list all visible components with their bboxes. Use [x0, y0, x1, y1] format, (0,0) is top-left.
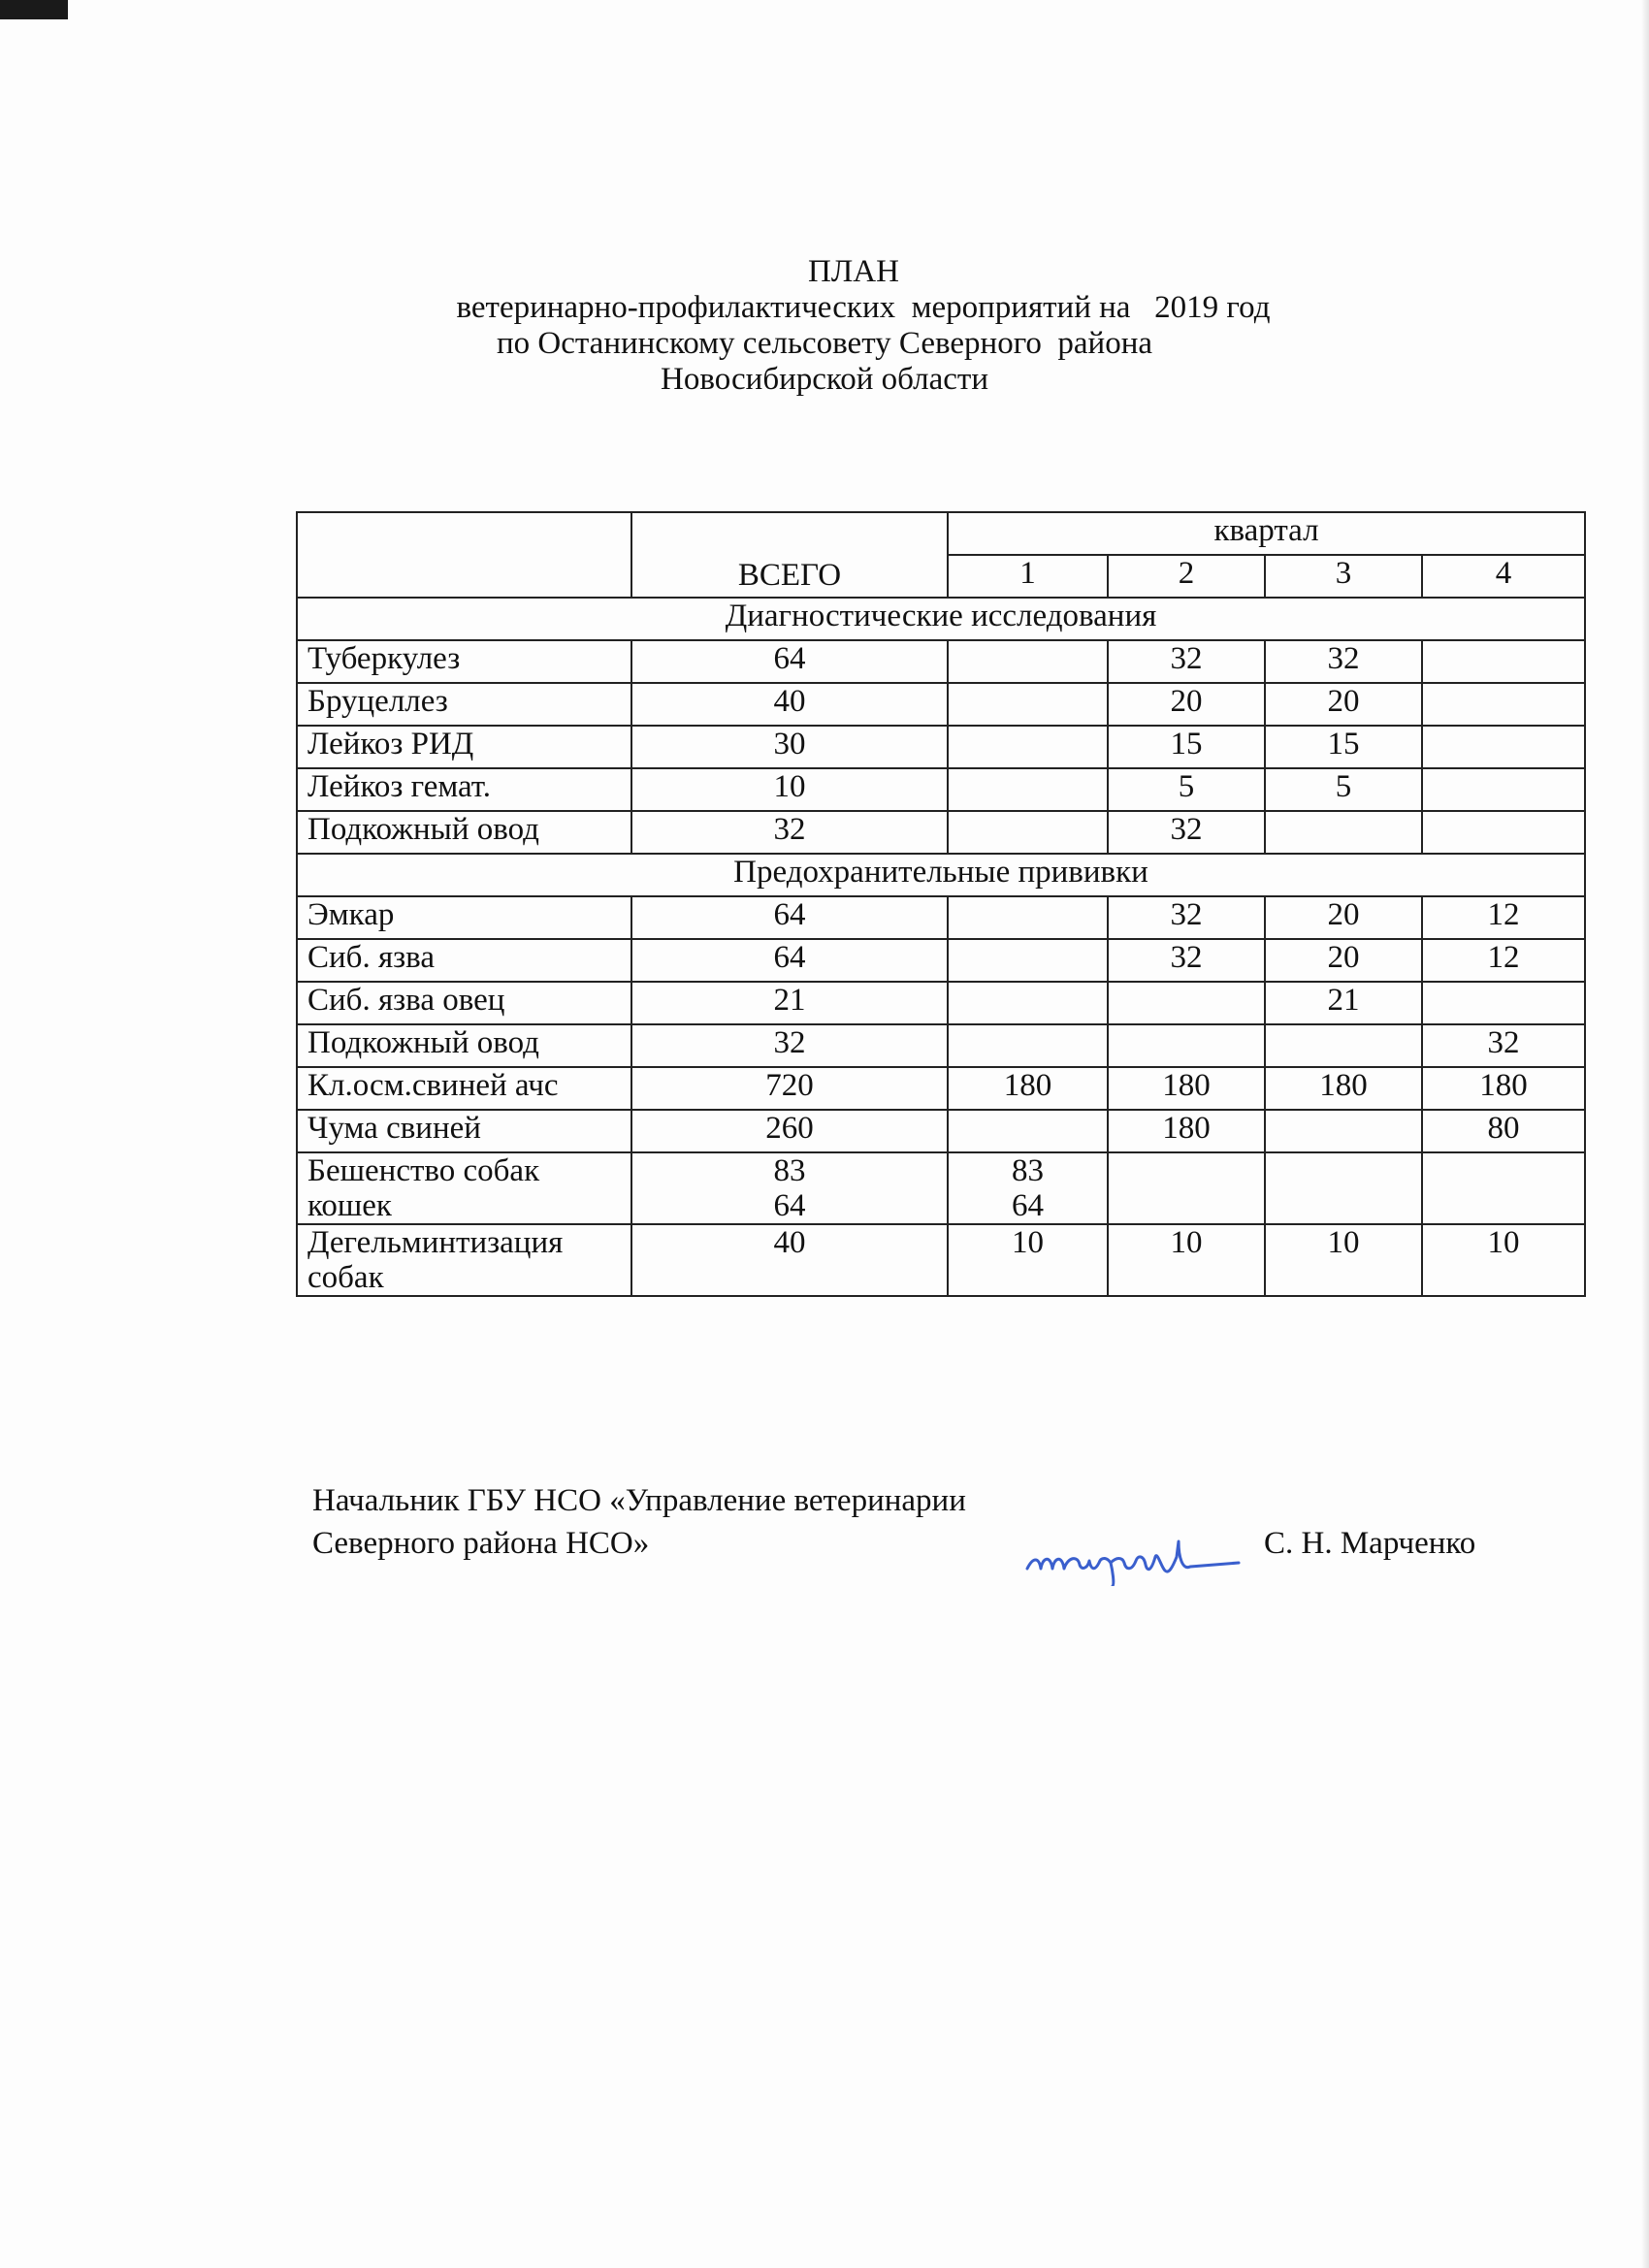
document-subtitle-line3: Новосибирской области: [661, 362, 988, 397]
row-total-line2: 64: [773, 1188, 806, 1223]
row-name: Лейкоз РИД: [297, 726, 631, 768]
section-title-vaccinations: Предохранительные прививки: [297, 854, 1585, 896]
document-title: ПЛАН: [808, 254, 899, 289]
row-name: Бруцеллез: [297, 683, 631, 726]
row-q4: 32: [1422, 1024, 1585, 1067]
row-q2: 180: [1108, 1067, 1265, 1110]
row-name: Туберкулез: [297, 640, 631, 683]
row-q3: 10: [1265, 1224, 1422, 1296]
row-q2: 10: [1108, 1224, 1265, 1296]
row-q1: [948, 1024, 1108, 1067]
table-row: [297, 683, 1585, 726]
header-quarter: квартал: [948, 512, 1585, 555]
section-title-diagnostics: Диагностические исследования: [297, 598, 1585, 640]
row-q1: [948, 939, 1108, 982]
row-name-line2: собак: [307, 1260, 384, 1295]
row-q2: 32: [1108, 939, 1265, 982]
signatory-name: С. Н. Марченко: [1264, 1526, 1476, 1561]
row-q4: [1422, 640, 1585, 683]
document-header: [0, 254, 1649, 398]
row-q4: 12: [1422, 896, 1585, 939]
row-q1-line2: 64: [1012, 1188, 1044, 1223]
row-q4: 12: [1422, 939, 1585, 982]
row-name: Лейкоз гемат.: [297, 768, 631, 811]
row-q3: [1265, 1152, 1422, 1224]
header-q2: 2: [1108, 555, 1265, 598]
table-row-rabies: [297, 1152, 1585, 1224]
row-total: 64: [631, 939, 948, 982]
row-total: 10: [631, 768, 948, 811]
row-q2: [1108, 982, 1265, 1024]
row-q2: 32: [1108, 896, 1265, 939]
document-subtitle-line2: по Останинскому сельсовету Северного района: [496, 326, 1153, 361]
row-total: 21: [631, 982, 948, 1024]
row-q3: 20: [1265, 896, 1422, 939]
row-q1-line1: 83: [1012, 1153, 1044, 1188]
table-row: [297, 982, 1585, 1024]
row-q4: [1422, 683, 1585, 726]
table-row: [297, 1067, 1585, 1110]
row-q2: 32: [1108, 811, 1265, 854]
scan-edge-artifact: [0, 0, 68, 19]
table-row: [297, 1024, 1585, 1067]
row-total: 64: [631, 896, 948, 939]
row-total: [631, 1152, 948, 1224]
row-total: 720: [631, 1067, 948, 1110]
row-q4: [1422, 726, 1585, 768]
header-q1: 1: [948, 555, 1108, 598]
row-q1: [948, 726, 1108, 768]
row-q1: [948, 1152, 1108, 1224]
row-name: Подкожный овод: [297, 1024, 631, 1067]
row-total: 30: [631, 726, 948, 768]
row-q1: [948, 683, 1108, 726]
row-name: [297, 1152, 631, 1224]
row-q1: 10: [948, 1224, 1108, 1296]
row-name: Чума свиней: [297, 1110, 631, 1152]
row-q4: [1422, 1152, 1585, 1224]
row-q2: 15: [1108, 726, 1265, 768]
row-q4: 80: [1422, 1110, 1585, 1152]
row-q1: [948, 811, 1108, 854]
row-q3: [1265, 811, 1422, 854]
row-name: Сиб. язва овец: [297, 982, 631, 1024]
row-name-line1: Дегельминтизация: [307, 1225, 564, 1260]
row-total-line1: 83: [773, 1153, 806, 1188]
row-q2: 180: [1108, 1110, 1265, 1152]
document-subtitle-line1: ветеринарно-профилактических мероприятий на 2019 год: [456, 290, 1271, 325]
row-q4: 10: [1422, 1224, 1585, 1296]
row-name: [297, 1224, 631, 1296]
handwritten-signature: [1023, 1528, 1242, 1586]
position-line1: Начальник ГБУ НСО «Управление ветеринарии: [312, 1483, 966, 1518]
table-row: [297, 726, 1585, 768]
table-row: [297, 768, 1585, 811]
header-total: ВСЕГО: [631, 512, 948, 598]
row-q4: [1422, 768, 1585, 811]
row-q3: [1265, 1024, 1422, 1067]
row-q1: [948, 982, 1108, 1024]
row-q1: [948, 1110, 1108, 1152]
row-name-line2: кошек: [307, 1188, 392, 1223]
row-total: 64: [631, 640, 948, 683]
row-q2: 5: [1108, 768, 1265, 811]
table-row: [297, 811, 1585, 854]
table-row: [297, 640, 1585, 683]
row-q3: 180: [1265, 1067, 1422, 1110]
row-q1: [948, 896, 1108, 939]
row-q2: 20: [1108, 683, 1265, 726]
header-empty-cell: [297, 512, 631, 598]
row-q2: [1108, 1024, 1265, 1067]
signatory-position: [312, 1479, 966, 1565]
table-row: [297, 1110, 1585, 1152]
row-name: Сиб. язва: [297, 939, 631, 982]
row-q3: 20: [1265, 939, 1422, 982]
row-q4: 180: [1422, 1067, 1585, 1110]
plan-table: [296, 511, 1586, 1297]
row-q2: [1108, 1152, 1265, 1224]
row-q1: 180: [948, 1067, 1108, 1110]
header-q3: 3: [1265, 555, 1422, 598]
row-q1: [948, 640, 1108, 683]
row-name: Подкожный овод: [297, 811, 631, 854]
row-total: 40: [631, 1224, 948, 1296]
row-name: Кл.осм.свиней ачс: [297, 1067, 631, 1110]
row-total: 32: [631, 1024, 948, 1067]
table-row: [297, 896, 1585, 939]
row-total: 40: [631, 683, 948, 726]
row-q3: [1265, 1110, 1422, 1152]
row-q3: 21: [1265, 982, 1422, 1024]
header-q4: 4: [1422, 555, 1585, 598]
position-line2: Северного района НСО»: [312, 1526, 650, 1561]
row-q4: [1422, 982, 1585, 1024]
row-name: Эмкар: [297, 896, 631, 939]
table-row-deworming: [297, 1224, 1585, 1296]
row-q3: 32: [1265, 640, 1422, 683]
row-q3: 20: [1265, 683, 1422, 726]
row-q3: 5: [1265, 768, 1422, 811]
row-q1: [948, 768, 1108, 811]
row-q2: 32: [1108, 640, 1265, 683]
row-total: 260: [631, 1110, 948, 1152]
table-row: [297, 939, 1585, 982]
row-q4: [1422, 811, 1585, 854]
row-name-line1: Бешенство собак: [307, 1153, 540, 1188]
row-total: 32: [631, 811, 948, 854]
row-q3: 15: [1265, 726, 1422, 768]
